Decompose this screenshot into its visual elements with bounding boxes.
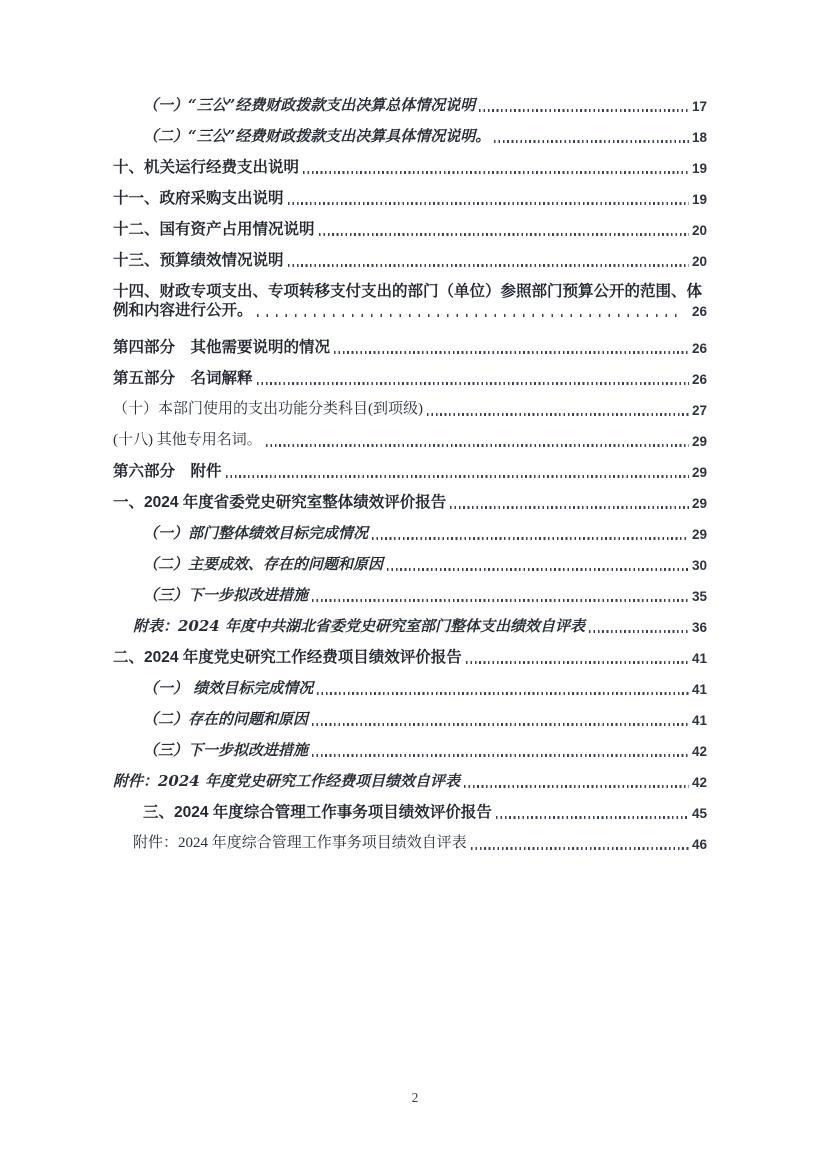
toc-entry[interactable] — [113, 834, 707, 853]
dot-leader — [387, 568, 689, 570]
toc-entry-page-number: 35 — [691, 589, 707, 604]
toc-entry-title: 三、2024 年度综合管理工作事务项目绩效评价报告 — [143, 804, 492, 821]
dot-leader — [466, 661, 689, 663]
toc-entry[interactable] — [113, 772, 707, 791]
toc-entry[interactable] — [113, 400, 707, 419]
dot-leader — [266, 444, 689, 446]
toc-entry-page-number: 26 — [691, 372, 707, 387]
toc-entry-title: 十一、政府采购支出说明 — [113, 190, 284, 207]
toc-entry-title: 二、2024 年度党史研究工作经费项目绩效评价报告 — [113, 649, 462, 666]
toc-entry[interactable] — [113, 710, 707, 729]
toc-entry-page-number: 46 — [691, 837, 707, 852]
toc-entry[interactable] — [113, 282, 707, 301]
toc-entry-page-number: 19 — [691, 161, 707, 176]
toc-entry[interactable] — [113, 524, 707, 543]
dot-leader — [288, 264, 689, 266]
toc-entry-title: 第四部分 其他需要说明的情况 — [113, 339, 331, 356]
dot-leader — [427, 413, 689, 415]
toc-entry[interactable] — [113, 648, 707, 667]
toc-entry[interactable] — [113, 338, 707, 357]
toc-entry-page-number: 29 — [691, 527, 707, 542]
toc-entry-page-number: 41 — [691, 713, 707, 728]
dot-leader — [312, 723, 689, 725]
toc-entry-page-number: 42 — [691, 775, 707, 790]
page-number: 2 — [411, 1090, 419, 1105]
dot-leader — [334, 351, 689, 353]
dot-leader — [464, 785, 689, 787]
toc-entry-page-number: 20 — [691, 223, 707, 238]
dot-leader — [471, 847, 689, 849]
toc-entry-page-number: 29 — [691, 434, 707, 449]
toc-entry-title: （一） 绩效目标完成情况 — [143, 679, 314, 697]
toc-entry-page-number: 29 — [691, 496, 707, 511]
dot-leader — [589, 630, 689, 632]
dot-leader — [319, 233, 689, 235]
toc-entry-page-number: 26 — [691, 304, 707, 319]
toc-entry[interactable] — [113, 301, 707, 320]
toc-entry[interactable] — [113, 127, 707, 146]
dot-leader — [226, 475, 689, 477]
table-of-contents — [113, 96, 707, 865]
dot-leader — [312, 754, 689, 756]
toc-entry[interactable] — [113, 462, 707, 481]
dot-leader — [479, 109, 689, 111]
toc-entry-title: 一、2024 年度省委党史研究室整体绩效评价报告 — [113, 494, 447, 511]
toc-entry-title: （二）主要成效、存在的问题和原因 — [143, 555, 384, 573]
toc-entry-title: 第六部分 附件 — [113, 463, 222, 480]
toc-entry-title: 附件：2024 年度综合管理工作事务项目绩效自评表 — [133, 835, 467, 851]
toc-entry-title: 十三、预算绩效情况说明 — [113, 252, 284, 269]
toc-entry-title: （一）“三公”经费财政拨款支出决算总体情况说明 — [143, 96, 476, 114]
toc-entry[interactable] — [113, 555, 707, 574]
toc-entry[interactable] — [113, 617, 707, 636]
toc-entry-page-number: 41 — [691, 682, 707, 697]
dot-leader — [257, 314, 684, 316]
toc-entry-page-number: 45 — [691, 806, 707, 821]
toc-entry[interactable] — [113, 803, 707, 822]
toc-entry-title: 十二、国有资产占用情况说明 — [113, 221, 315, 238]
dot-leader — [372, 537, 689, 539]
dot-leader — [496, 816, 689, 818]
toc-entry-title: 附件：2024 年度党史研究工作经费项目绩效自评表 — [113, 772, 460, 790]
toc-entry-title: 第五部分 名词解释 — [113, 370, 253, 387]
toc-entry-page-number: 27 — [691, 403, 707, 418]
toc-entry-page-number: 26 — [691, 341, 707, 356]
toc-entry[interactable] — [113, 369, 707, 388]
toc-entry[interactable] — [113, 493, 707, 512]
toc-entry[interactable] — [113, 679, 707, 698]
toc-entry[interactable] — [113, 158, 707, 177]
dot-leader — [494, 140, 689, 142]
toc-entry-title: 例和内容进行公开。 — [113, 302, 253, 319]
toc-entry-title: （一）部门整体绩效目标完成情况 — [143, 524, 369, 542]
dot-leader — [312, 599, 689, 601]
toc-entry-title: (十八) 其他专用名词。 — [113, 432, 262, 448]
toc-entry-page-number: 36 — [691, 620, 707, 635]
toc-entry-title: 十、机关运行经费支出说明 — [113, 159, 300, 176]
toc-entry-title: 十四、财政专项支出、专项转移支付支出的部门（单位）参照部门预算公开的范围、体 — [113, 283, 703, 300]
toc-entry-title: （二）存在的问题和原因 — [143, 710, 309, 728]
toc-entry-page-number: 20 — [691, 254, 707, 269]
dot-leader — [288, 202, 689, 204]
toc-entry-page-number: 29 — [691, 465, 707, 480]
toc-entry[interactable] — [113, 189, 707, 208]
dot-leader — [303, 171, 689, 173]
dot-leader — [317, 692, 689, 694]
toc-entry-page-number: 30 — [691, 558, 707, 573]
toc-entry[interactable] — [113, 220, 707, 239]
toc-entry-title: 附表：2024 年度中共湖北省委党史研究室部门整体支出绩效自评表 — [133, 617, 585, 635]
toc-entry[interactable] — [113, 586, 707, 605]
dot-leader — [257, 382, 689, 384]
toc-entry-title: （三）下一步拟改进措施 — [143, 741, 309, 759]
page-footer — [0, 1089, 830, 1107]
dot-leader — [450, 506, 689, 508]
toc-entry-page-number: 18 — [691, 130, 707, 145]
toc-entry[interactable] — [113, 431, 707, 450]
toc-entry-title: （二）“三公”经费财政拨款支出决算具体情况说明。 — [143, 127, 491, 145]
toc-entry-page-number: 19 — [691, 192, 707, 207]
toc-entry[interactable] — [113, 741, 707, 760]
toc-entry-page-number: 17 — [691, 99, 707, 114]
toc-entry-page-number: 42 — [691, 744, 707, 759]
toc-entry-page-number: 41 — [691, 651, 707, 666]
toc-entry-title: （三）下一步拟改进措施 — [143, 586, 309, 604]
toc-entry[interactable] — [113, 251, 707, 270]
toc-entry-title: （十）本部门使用的支出功能分类科目(到项级) — [113, 401, 423, 417]
toc-entry[interactable] — [113, 96, 707, 115]
